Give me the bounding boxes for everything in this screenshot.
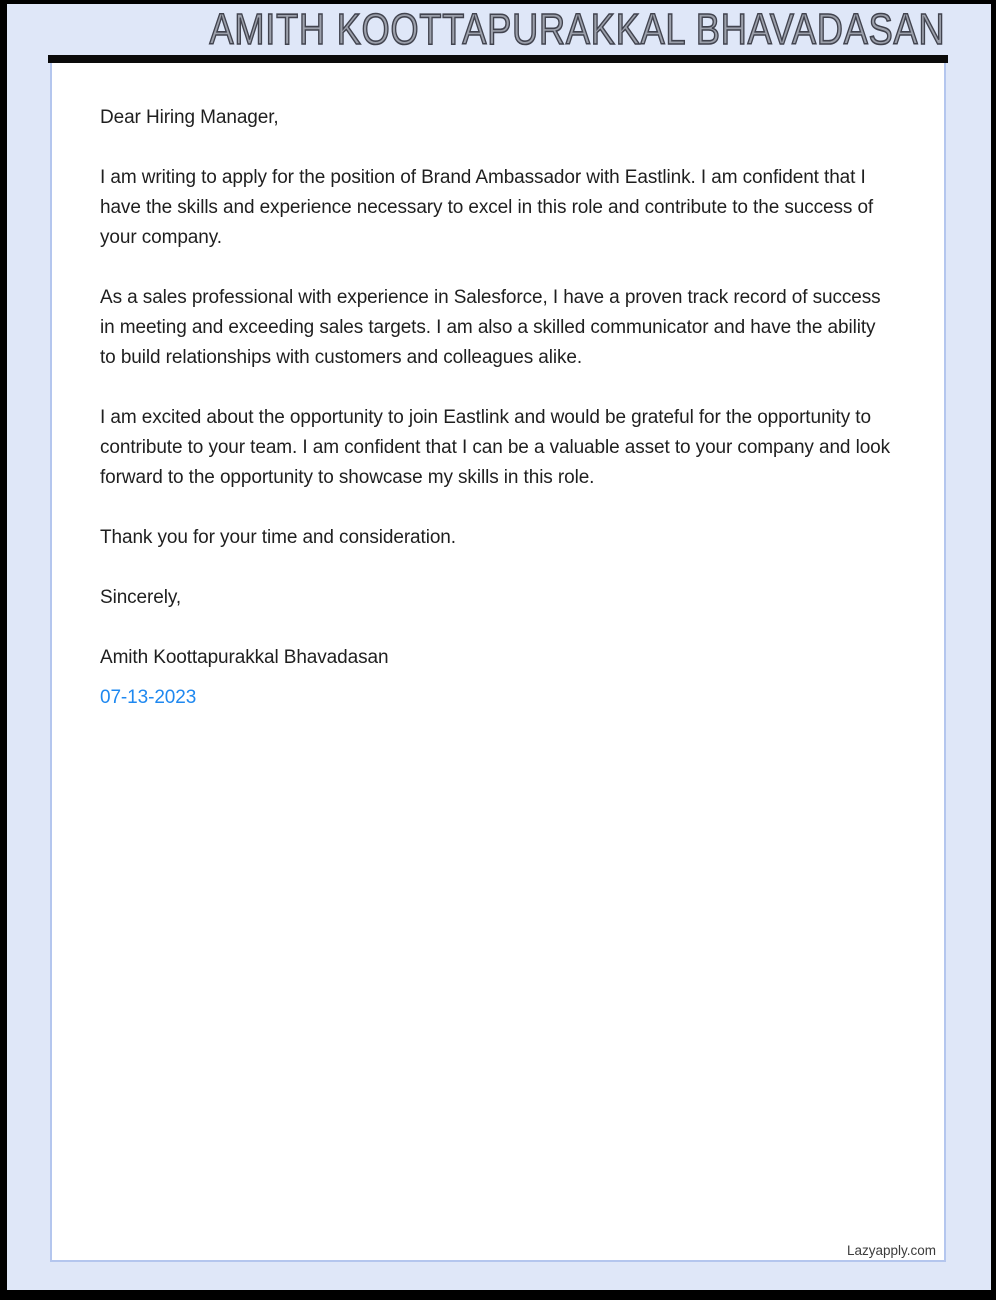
document-background bbox=[7, 4, 991, 1290]
paragraph-experience: As a sales professional with experience in Salesforce, I have a proven track record of success in meeting and exceeding sales targets. I am also a skilled communicator and have the ability to build relationships with customers and colleagues alike. bbox=[100, 287, 881, 368]
page-title: AMITH KOOTTAPURAKKAL BHAVADASAN bbox=[209, 5, 945, 54]
signature-name: Amith Koottapurakkal Bhavadasan bbox=[100, 647, 389, 668]
paragraph-intro: I am writing to apply for the position of Brand Ambassador with Eastlink. I am confident that I have the skills and experience necessary to excel in this role and contribute to the success of your company. bbox=[100, 167, 874, 248]
salutation: Dear Hiring Manager, bbox=[100, 107, 279, 128]
letter-date: 07-13-2023 bbox=[100, 687, 197, 708]
lazyapply-branding: Lazyapply.com bbox=[846, 1243, 936, 1258]
header-rule bbox=[48, 55, 948, 63]
thank-you-line: Thank you for your time and consideration. bbox=[100, 527, 456, 548]
paragraph-enthusiasm: I am excited about the opportunity to join Eastlink and would be grateful for the opportunity to contribute to your team. I am confident that I can be a valuable asset to your company and look forward to the opportunity to showcase my skills in this role. bbox=[100, 407, 891, 488]
letter-page bbox=[50, 63, 946, 1262]
closing-line: Sincerely, bbox=[100, 587, 182, 608]
